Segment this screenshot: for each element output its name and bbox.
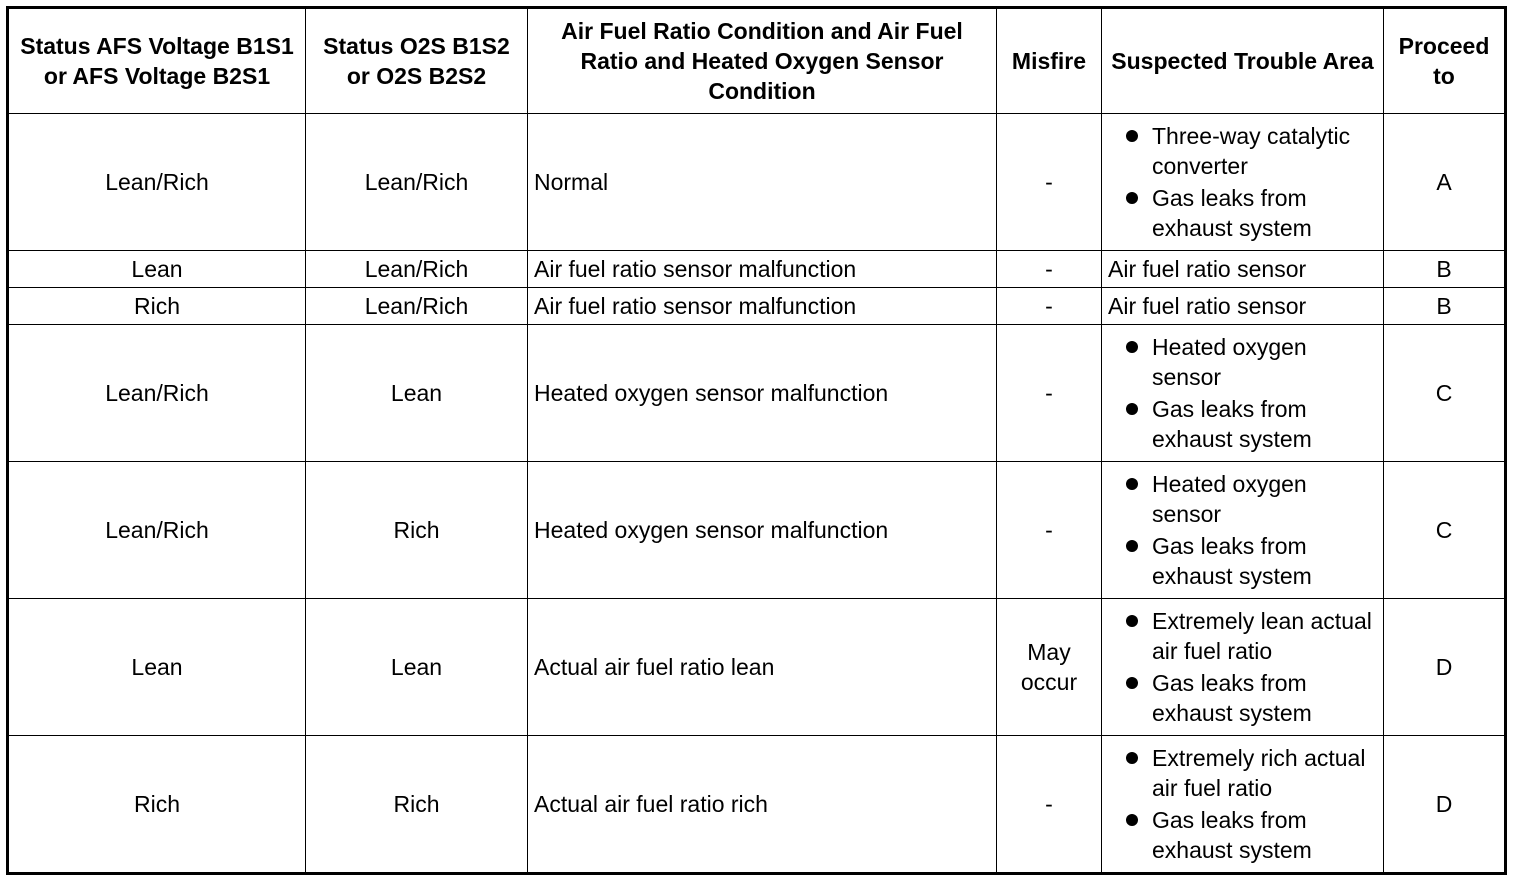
bullet-icon xyxy=(1126,130,1138,142)
bullet-icon xyxy=(1126,192,1138,204)
bullet-icon xyxy=(1126,403,1138,415)
afs-status-cell: Rich xyxy=(8,288,306,325)
table-row xyxy=(8,325,1506,462)
suspected-area-list xyxy=(1110,469,1377,591)
list-item xyxy=(1110,394,1377,454)
suspected-area-list xyxy=(1110,743,1377,865)
suspected-area-cell xyxy=(1102,114,1384,251)
misfire-cell: - xyxy=(997,325,1102,462)
table-row xyxy=(8,114,1506,251)
proceed-to-cell: B xyxy=(1384,288,1506,325)
suspected-area-text: Heated oxygen sensor xyxy=(1152,334,1307,390)
condition-cell: Heated oxygen sensor malfunction xyxy=(528,325,997,462)
diagnostic-table-container xyxy=(6,6,1507,875)
header-o2s-status: Status O2S B1S2 or O2S B2S2 xyxy=(306,8,528,114)
suspected-area-list xyxy=(1110,332,1377,454)
suspected-area-text: Three-way catalytic converter xyxy=(1152,123,1351,179)
misfire-cell: - xyxy=(997,288,1102,325)
suspected-area-text: Gas leaks from exhaust system xyxy=(1152,533,1312,589)
list-item xyxy=(1110,531,1377,591)
suspected-area-text: Heated oxygen sensor xyxy=(1152,471,1307,527)
afs-status-cell: Lean/Rich xyxy=(8,114,306,251)
header-condition: Air Fuel Ratio Condition and Air Fuel Ratio and Heated Oxygen Sensor Condition xyxy=(528,8,997,114)
bullet-icon xyxy=(1126,615,1138,627)
o2s-status-cell: Lean/Rich xyxy=(306,251,528,288)
misfire-cell: May occur xyxy=(997,599,1102,736)
suspected-area-text: Gas leaks from exhaust system xyxy=(1152,807,1312,863)
afs-status-cell: Rich xyxy=(8,736,306,874)
bullet-icon xyxy=(1126,478,1138,490)
proceed-to-cell: D xyxy=(1384,599,1506,736)
suspected-area-cell: Air fuel ratio sensor xyxy=(1102,251,1384,288)
proceed-to-cell: B xyxy=(1384,251,1506,288)
suspected-area-cell xyxy=(1102,736,1384,874)
suspected-area-text: Extremely lean actual air fuel ratio xyxy=(1152,608,1372,664)
list-item xyxy=(1110,183,1377,243)
bullet-icon xyxy=(1126,540,1138,552)
header-misfire: Misfire xyxy=(997,8,1102,114)
proceed-to-cell: C xyxy=(1384,462,1506,599)
suspected-area-text: Extremely rich actual air fuel ratio xyxy=(1152,745,1366,801)
suspected-area-text: Gas leaks from exhaust system xyxy=(1152,670,1312,726)
o2s-status-cell: Lean xyxy=(306,325,528,462)
bullet-icon xyxy=(1126,814,1138,826)
misfire-cell: - xyxy=(997,251,1102,288)
suspected-area-cell xyxy=(1102,599,1384,736)
proceed-to-cell: A xyxy=(1384,114,1506,251)
afs-status-cell: Lean xyxy=(8,251,306,288)
o2s-status-cell: Rich xyxy=(306,462,528,599)
suspected-area-cell xyxy=(1102,325,1384,462)
header-suspected-area: Suspected Trouble Area xyxy=(1102,8,1384,114)
afs-status-cell: Lean/Rich xyxy=(8,325,306,462)
suspected-area-cell xyxy=(1102,462,1384,599)
header-afs-status: Status AFS Voltage B1S1 or AFS Voltage B2S1 xyxy=(8,8,306,114)
proceed-to-cell: C xyxy=(1384,325,1506,462)
list-item xyxy=(1110,805,1377,865)
header-row xyxy=(8,8,1506,114)
table-row xyxy=(8,288,1506,325)
table-row xyxy=(8,251,1506,288)
condition-cell: Air fuel ratio sensor malfunction xyxy=(528,288,997,325)
list-item xyxy=(1110,743,1377,803)
proceed-to-cell: D xyxy=(1384,736,1506,874)
o2s-status-cell: Lean/Rich xyxy=(306,114,528,251)
suspected-area-cell: Air fuel ratio sensor xyxy=(1102,288,1384,325)
bullet-icon xyxy=(1126,341,1138,353)
list-item xyxy=(1110,606,1377,666)
condition-cell: Air fuel ratio sensor malfunction xyxy=(528,251,997,288)
bullet-icon xyxy=(1126,752,1138,764)
o2s-status-cell: Lean/Rich xyxy=(306,288,528,325)
o2s-status-cell: Lean xyxy=(306,599,528,736)
misfire-cell: - xyxy=(997,114,1102,251)
header-proceed-to: Proceed to xyxy=(1384,8,1506,114)
list-item xyxy=(1110,469,1377,529)
diagnostic-table xyxy=(6,6,1507,875)
table-row xyxy=(8,736,1506,874)
suspected-area-text: Gas leaks from exhaust system xyxy=(1152,396,1312,452)
list-item xyxy=(1110,332,1377,392)
misfire-cell: - xyxy=(997,462,1102,599)
condition-cell: Actual air fuel ratio lean xyxy=(528,599,997,736)
condition-cell: Actual air fuel ratio rich xyxy=(528,736,997,874)
suspected-area-list xyxy=(1110,121,1377,243)
o2s-status-cell: Rich xyxy=(306,736,528,874)
list-item xyxy=(1110,121,1377,181)
afs-status-cell: Lean xyxy=(8,599,306,736)
condition-cell: Normal xyxy=(528,114,997,251)
table-row xyxy=(8,462,1506,599)
condition-cell: Heated oxygen sensor malfunction xyxy=(528,462,997,599)
suspected-area-list xyxy=(1110,606,1377,728)
table-row xyxy=(8,599,1506,736)
afs-status-cell: Lean/Rich xyxy=(8,462,306,599)
bullet-icon xyxy=(1126,677,1138,689)
suspected-area-text: Gas leaks from exhaust system xyxy=(1152,185,1312,241)
list-item xyxy=(1110,668,1377,728)
misfire-cell: - xyxy=(997,736,1102,874)
